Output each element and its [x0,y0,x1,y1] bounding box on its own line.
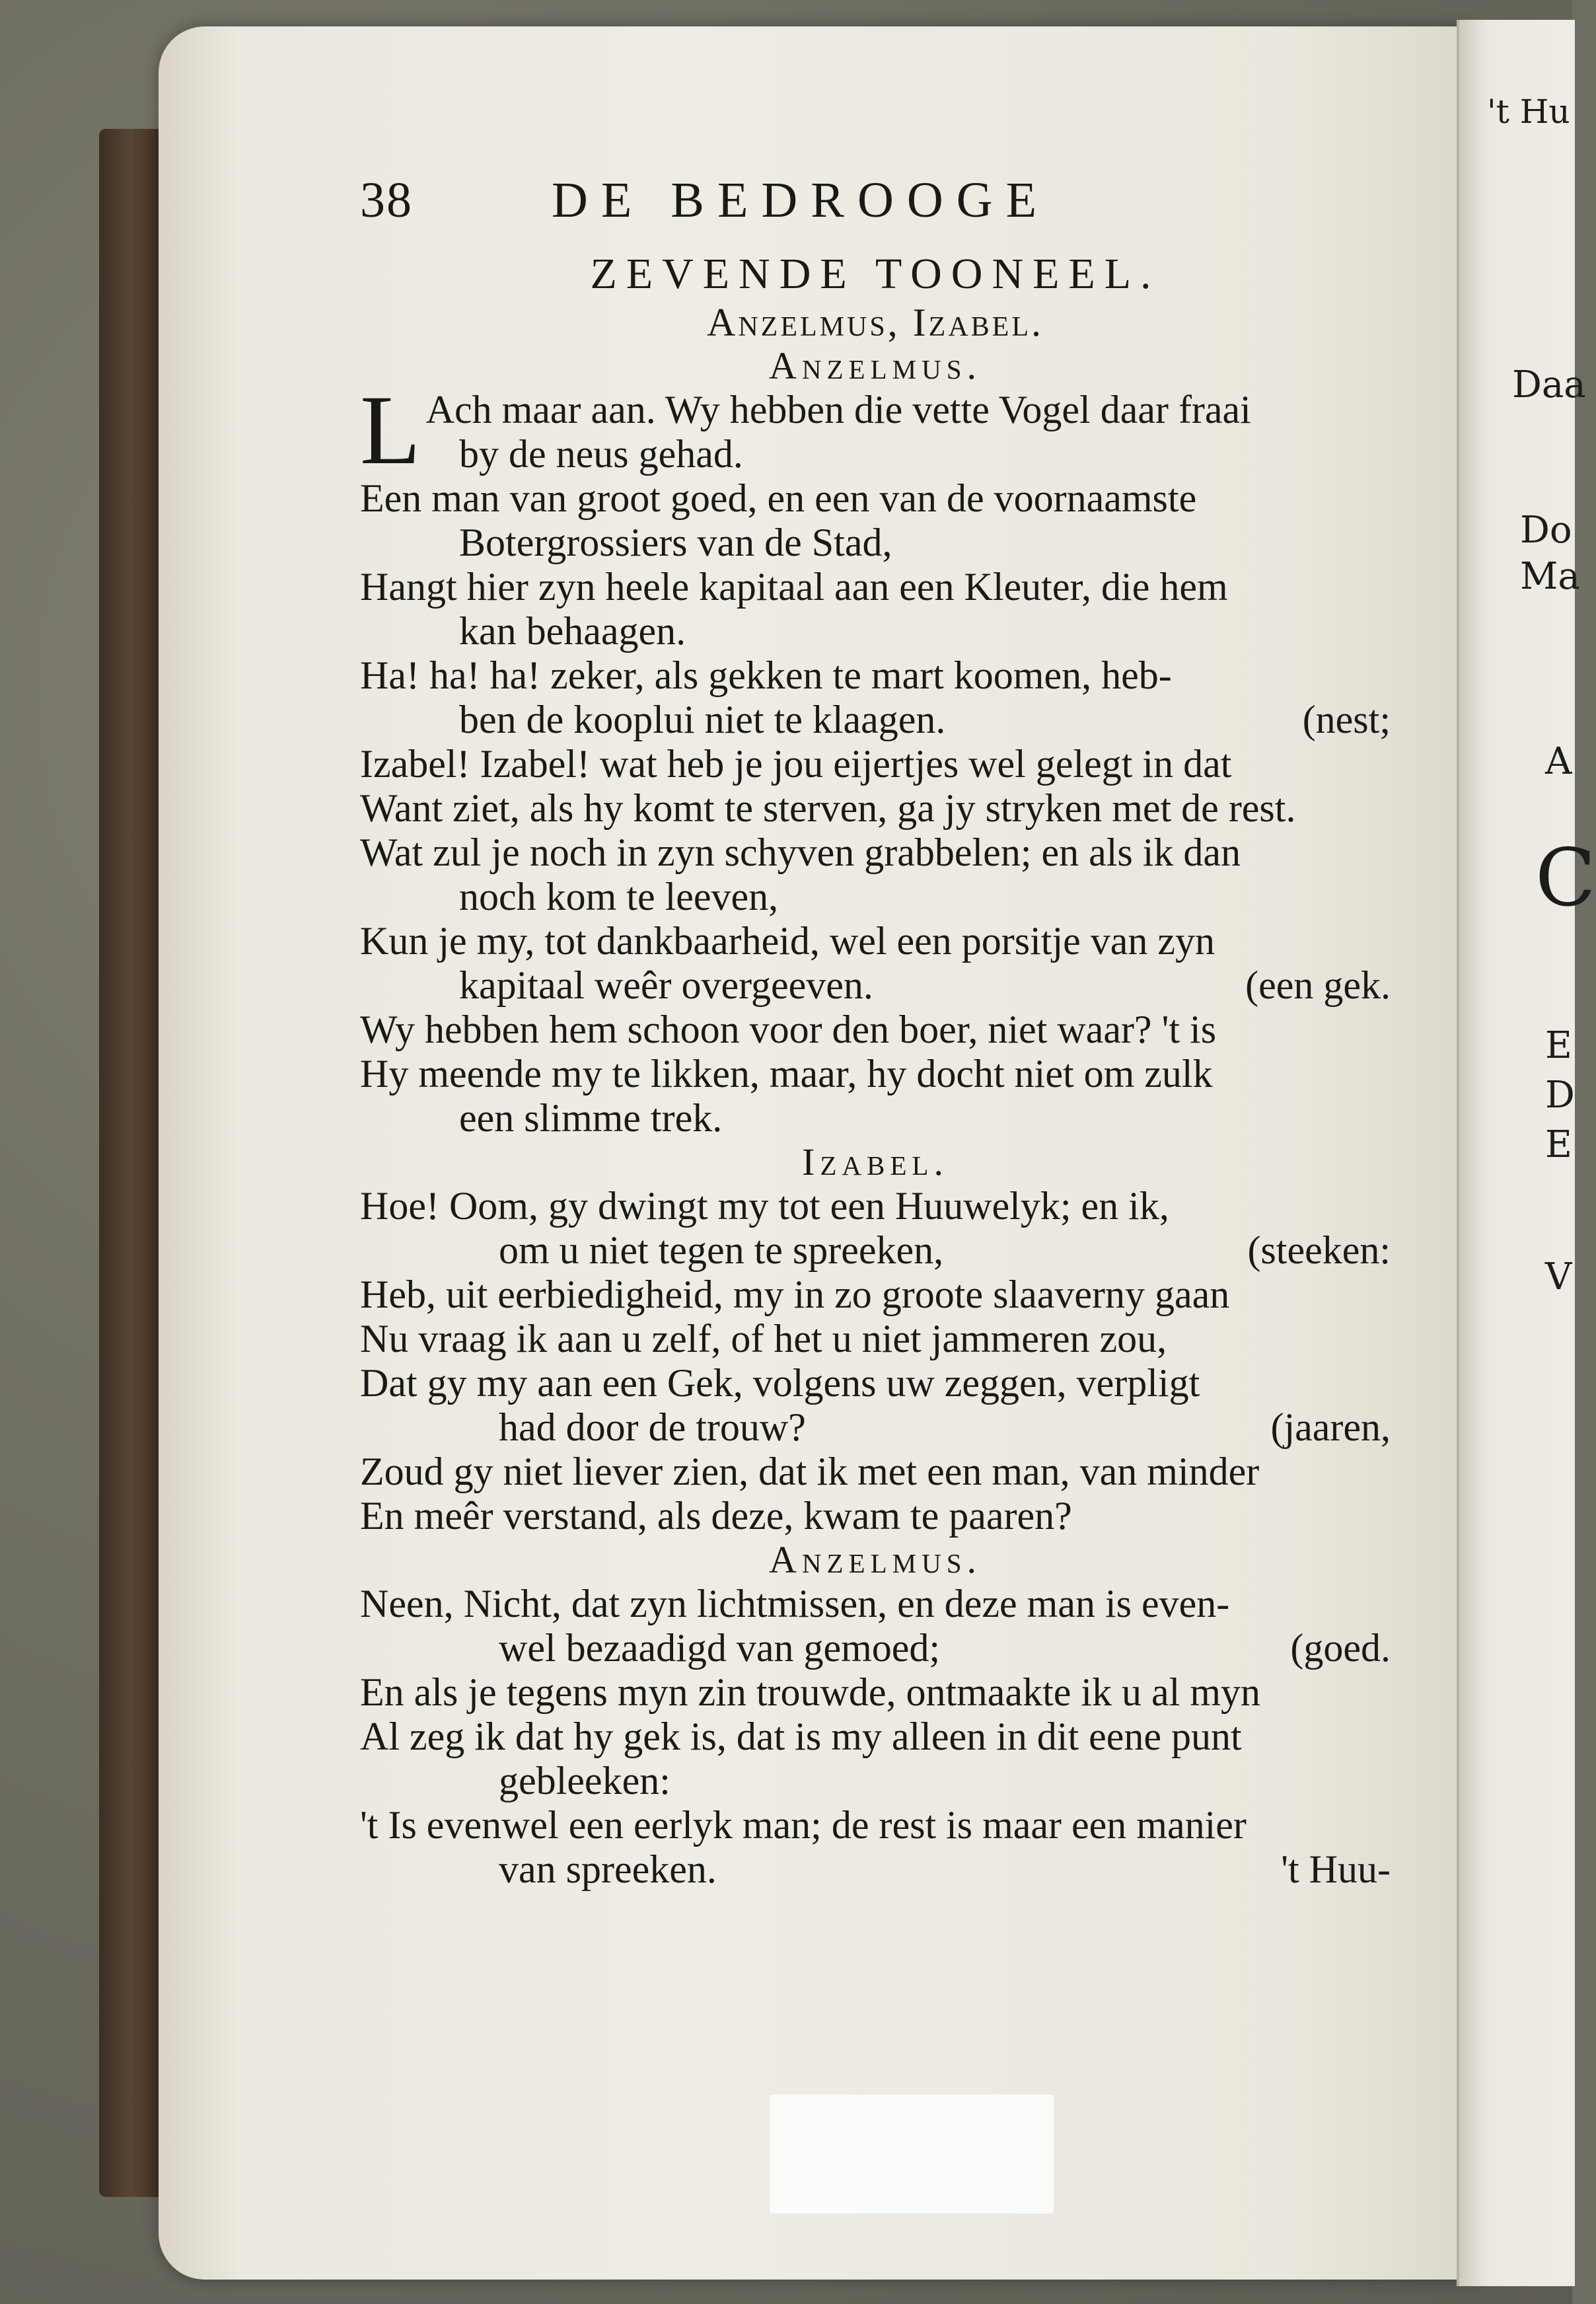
facing-text: A [1545,740,1572,783]
facing-text: Ma [1520,555,1580,598]
verse-text: Dat gy my aan een Gek, volgens uw zeggen, verpligt [360,1361,1200,1405]
verse-line [360,831,1391,875]
verse-text: Zoud gy niet liever zien, dat ik met een man, van minder [360,1450,1260,1493]
turnover-word: (een gek. [1245,963,1391,1007]
verse-text: kan behaagen. [459,609,686,653]
verse-line [360,609,1391,653]
verse-text: En meêr verstand, als deze, kwam te paaren? [360,1494,1072,1538]
page-text [360,172,1391,1892]
verse-line [360,1494,1391,1538]
verse-text: Izabel! Izabel! wat heb je jou eijertjes wel gelegt in dat [360,742,1232,786]
verse-line [360,1008,1391,1052]
verse-line [360,1759,1391,1803]
verse-line [360,963,1391,1008]
verse-line [360,1184,1391,1228]
verse-line [360,1450,1391,1494]
facing-text: Do [1520,509,1572,552]
verse-line [360,786,1391,831]
verse-text: by de neus gehad. [459,432,743,476]
facing-text: V [1545,1255,1572,1298]
speaker-name: Izabel. [802,1140,949,1183]
speaker-name: Anzelmus. [769,344,982,387]
verse-line [360,388,1391,432]
verse-text: 't Is evenwel een eerlyk man; de rest is maar een manier [360,1803,1247,1847]
verse-line [360,875,1391,919]
verse-text: Ha! ha! ha! zeker, als gekken te mart koomen, heb- [360,653,1172,697]
drop-cap: L [360,375,421,485]
speech-block [360,375,1391,1140]
verse-text: Hoe! Oom, gy dwingt my tot een Huuwelyk; en ik, [360,1184,1169,1228]
catchword: 't Huu- [1281,1847,1391,1891]
turnover-word: (jaaren, [1270,1405,1391,1449]
verse-text: Wy hebben hem schoon voor den boer, niet waar? 't is [360,1008,1217,1051]
verse-line [360,1273,1391,1317]
facing-text: C [1535,833,1596,924]
scene-title: ZEVENDE TOONEEL. [590,250,1161,298]
verse-text: En als je tegens myn zin trouwde, ontmaakte ik u al myn [360,1670,1261,1714]
turnover-word: (steeken: [1247,1228,1391,1272]
verse-line [360,1405,1391,1450]
verse-line [360,742,1391,786]
verse-line [360,1847,1391,1892]
verse-text: ben de kooplui niet te klaagen. [459,698,946,741]
page-number: 38 [360,172,413,228]
verse-line [360,1361,1391,1405]
verse-text: van spreeken. [499,1847,717,1891]
facing-text: Daa [1512,363,1586,406]
verse-text: Want ziet, als hy komt te sterven, ga jy stryken met de rest. [360,786,1296,830]
facing-text: 't Hu [1487,93,1570,131]
verse-text: had door de trouw? [499,1405,806,1449]
verse-text: Een man van groot goed, en een van de voornaamste [360,476,1197,520]
verse-text: om u niet tegen te spreeken, [499,1228,944,1272]
verse-line [360,1803,1391,1847]
facing-text: E [1545,1123,1572,1166]
running-head [360,172,1391,248]
verse-line [360,1626,1391,1670]
verse-text: Hangt hier zyn heele kapitaal aan een Kleuter, die hem [360,565,1228,609]
scene-characters: Anzelmus, Izabel. [707,301,1044,344]
verse-line [360,521,1391,565]
verse-text: Neen, Nicht, dat zyn lichtmissen, en deze man is even- [360,1582,1230,1625]
verse-line [360,565,1391,609]
running-title: DE BEDROOGE [552,172,1050,228]
verse-text: een slimme trek. [459,1096,723,1140]
speaker-name: Anzelmus. [769,1538,982,1581]
verse-line [360,1715,1391,1759]
verse-line [360,1228,1391,1273]
facing-page [1457,20,1596,2286]
verse-line [360,653,1391,698]
verse-line [360,476,1391,521]
verse-line [360,698,1391,742]
dialogue [360,344,1391,1892]
verse-text: kapitaal weêr overgeeven. [459,963,873,1007]
verse-line [360,432,1391,476]
verse-text: Al zeg ik dat hy gek is, dat is my alleen in dit eene punt [360,1715,1242,1758]
turnover-word: (nest; [1302,698,1391,741]
verse-text: wel bezaadigd van gemoed; [499,1626,941,1670]
verse-line [360,1052,1391,1096]
verse-text: Nu vraag ik aan u zelf, of het u niet jammeren zou, [360,1317,1167,1360]
verse-text: Ach maar aan. Wy hebben die vette Vogel daar fraai [425,388,1251,431]
library-label [770,2095,1054,2213]
verse-text: Botergrossiers van de Stad, [459,521,892,564]
verse-line [360,919,1391,963]
facing-text: E [1545,1024,1572,1067]
verse-line [360,1096,1391,1140]
verse-text: Hy meende my te likken, maar, hy docht niet om zulk [360,1052,1213,1096]
facing-text: D [1545,1074,1575,1117]
verse-text: noch kom te leeven, [459,875,779,918]
verse-line [360,1670,1391,1715]
verse-text: Kun je my, tot dankbaarheid, wel een porsitje van zyn [360,919,1215,963]
verse-line [360,1582,1391,1626]
verse-text: gebleeken: [499,1759,671,1802]
verse-line [360,1317,1391,1361]
verse-text: Wat zul je noch in zyn schyven grabbelen; en als ik dan [360,831,1241,874]
verse-text: Heb, uit eerbiedigheid, my in zo groote slaaverny gaan [360,1273,1230,1316]
turnover-word: (goed. [1290,1626,1391,1670]
